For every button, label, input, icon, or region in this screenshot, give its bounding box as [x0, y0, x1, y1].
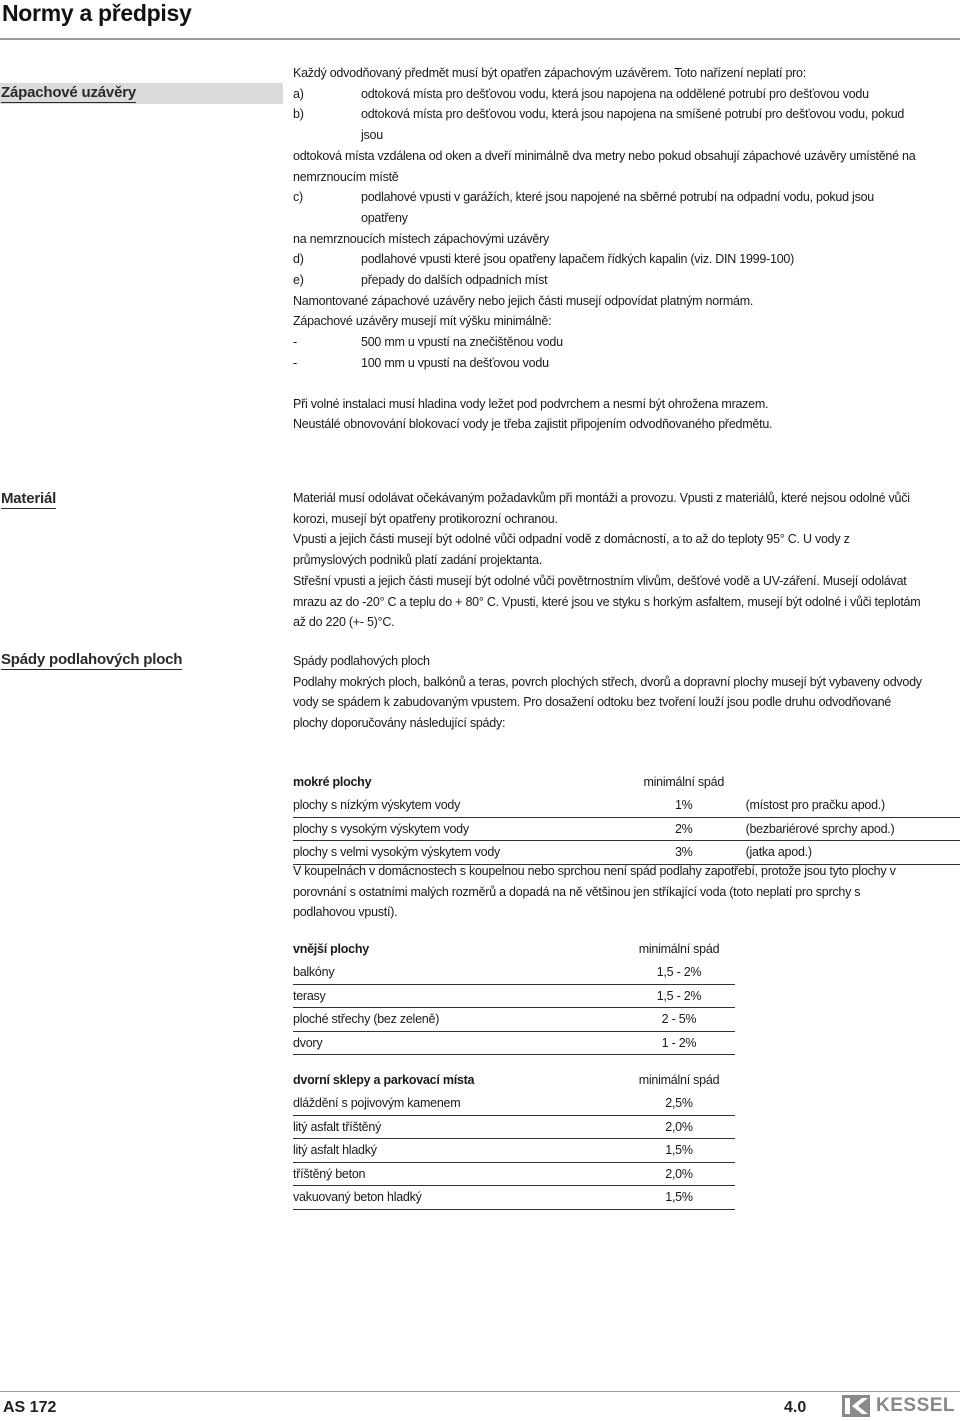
footer-divider — [0, 1391, 960, 1392]
table-header: dvorní sklepy a parkovací místa — [293, 1073, 475, 1087]
slopes-paragraph: Podlahy mokrých ploch, balkónů a teras, povrch plochých střech, dvorů a dopravní plochy musejí být vybaveny odvody vody se spádem k zabudovaným vpustem. Pro dosažení odtoku bez tvoření louží jsou podle druhu odvodňované plochy doporučovány následující spády: — [293, 674, 922, 731]
table-row: plochy s velmi vysokým výskytem vody 3% (jatka apod.) — [293, 841, 960, 865]
list-item: - 500 mm u vpustí na znečištěnou vodu — [293, 335, 563, 350]
page-number: AS 172 — [3, 1399, 57, 1416]
table-header: mokré plochy — [293, 775, 372, 789]
kessel-logo-icon — [842, 1395, 870, 1417]
norm-line: Namontované zápachové uzávěry nebo jejich části musejí odpovídat platným normám. — [293, 293, 754, 308]
list-item: c) podlahové vpusti v garážích, které jsou napojené na sběrné potrubí na odpadní vodu, pokud jsou opatřeny — [293, 190, 874, 225]
logo-text: KESSEL — [876, 1395, 956, 1416]
table-header: vnější plochy — [293, 942, 369, 956]
table-column-header: minimální spád — [638, 942, 720, 956]
title-divider — [0, 38, 960, 40]
page-title: Normy a předpisy — [2, 0, 192, 26]
table-row: balkóny 1,5 - 2% — [293, 961, 735, 984]
wet-areas-footnote: V koupelnách v domácnostech s koupelnou nebo sprchou není spád podlahy zapotřebí, protože jsou tyto plochy v porovnání s ostatními malých rozměrů a dopadá na ně většinou jen stříkající voda (toto neplatí pro sprchy s podlahovou vpustí). — [293, 864, 896, 919]
list-item: d) podlahové vpusti které jsou opatřeny lapačem řídkých kapalin (viz. DIN 1999-100) — [293, 252, 795, 267]
list-item: a) odtoková místa pro dešťovou vodu, která jsou napojena na oddělené potrubí pro dešťovou vodu — [293, 86, 869, 101]
height-intro: Zápachové uzávěry musejí mít výšku minimálně: — [293, 314, 552, 329]
material-paragraph: Vpusti a jejich části musejí být odolné vůči odpadní vodě z domácností, a to až do teploty 95° C. U vody z průmyslových podniků platí zadání projektanta. — [293, 532, 850, 568]
table-row: litý asfalt hladký 1,5% — [293, 1139, 735, 1163]
wet-areas-table — [293, 770, 960, 865]
section-heading-traps: Zápachové uzávěry — [1, 84, 136, 101]
list-item: e) přepady do dalších odpadních míst — [293, 273, 548, 288]
slopes-title: Spády podlahových ploch — [293, 654, 430, 668]
table-column-header: minimální spád — [638, 1073, 720, 1087]
outdoor-areas-table — [293, 937, 735, 1055]
traps-body — [293, 63, 923, 435]
table-row: plochy s nízkým výskytem vody 1% (místost pro pračku apod.) — [293, 794, 960, 817]
table-row: terasy 1,5 - 2% — [293, 984, 735, 1008]
list-item: - 100 mm u vpustí na dešťovou vodu — [293, 355, 549, 370]
table-row: tříštěný beton 2,0% — [293, 1162, 735, 1186]
table-row: vakuovaný beton hladký 1,5% — [293, 1186, 735, 1210]
table-row: dvory 1 - 2% — [293, 1031, 735, 1055]
list-item-continuation: na nemrznoucích místech zápachovými uzávěry — [293, 231, 550, 246]
kessel-logo — [842, 1395, 955, 1417]
material-body — [293, 488, 923, 633]
list-item-continuation: odtoková místa vzdálena od oken a dveří minimálně dva metry nebo pokud obsahují zápachové uzávěry umístěné na nemrznoucím místě — [293, 148, 916, 184]
table-row: plochy s vysokým výskytem vody 2% (bezbariérové sprchy apod.) — [293, 817, 960, 841]
table-column-header: minimální spád — [643, 775, 725, 789]
courtyard-parking-table — [293, 1068, 735, 1210]
section-heading-slopes: Spády podlahových ploch — [1, 651, 183, 668]
material-paragraph: Materiál musí odolávat očekávaným požadavkům při montáži a provozu. Vpusti z materiálů, které nejsou odolné vůči korozi, musejí být opatřeny protikorozní ochranou. — [293, 491, 910, 526]
slopes-body — [293, 651, 923, 734]
section-heading-material: Materiál — [1, 490, 57, 507]
table-row: ploché střechy (bez zeleně) 2 - 5% — [293, 1008, 735, 1032]
renewal-line: Neustálé obnovování blokovací vody je třeba zajistit připojením odvodňovaného předmětu. — [293, 417, 773, 432]
list-item: b) odtoková místa pro dešťovou vodu, která jsou napojena na smíšené potrubí pro dešťovou vodu, pokud jsou — [293, 107, 905, 143]
table-row: dláždění s pojivovým kamenem 2,5% — [293, 1092, 735, 1115]
frost-line: Při volné instalaci musí hladina vody ležet pod podvrchem a nesmí být ohrožena mrazem. — [293, 396, 769, 411]
chapter-number: 4.0 — [784, 1399, 807, 1416]
material-paragraph: Střešní vpusti a jejich části musejí být odolné vůči povětrnostním vlivům, dešťové vodě a UV-záření. Musejí odolávat mrazu az do -20° C a teplu do + 80° C. Vpusti, které jsou ve styku s horkým asfaltem, musejí být odolné i vůči teplotám až do 220 (+- 5)°C. — [293, 573, 921, 630]
traps-intro: Každý odvodňovaný předmět musí být opatřen zápachovým uzávěrem. Toto nařízení neplatí pro: — [293, 66, 806, 80]
table-row: litý asfalt tříštěný 2,0% — [293, 1115, 735, 1139]
